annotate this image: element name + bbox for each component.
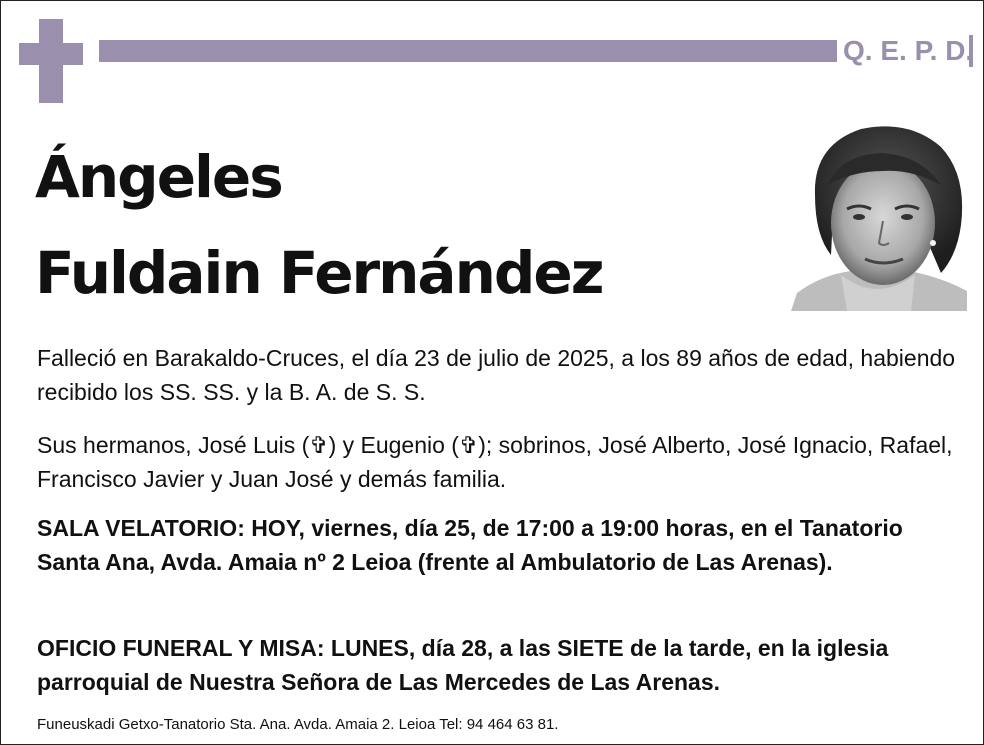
portrait-image <box>791 125 967 311</box>
qepd-label: Q. E. P. D. <box>843 35 974 66</box>
death-paragraph: Falleció en Barakaldo-Cruces, el día 23 de julio de 2025, a los 89 años de edad, habiendo recibido los SS. SS. y la B. A. de S. S. <box>37 345 956 405</box>
wake-paragraph: SALA VELATORIO: HOY, viernes, día 25, de 17:00 a 19:00 horas, en el Tanatorio Santa Ana, Avda. Amaia nº 2 Leioa (frente al Ambulatorio de Las Arenas). <box>37 515 903 575</box>
deceased-first-name: Ángeles <box>35 143 282 211</box>
deceased-surnames: Fuldain Fernández <box>35 239 603 307</box>
family-paragraph: Sus hermanos, José Luis (✞) y Eugenio (✞); sobrinos, José Alberto, José Ignacio, Rafael, Francisco Javier y Juan José y demás familia. <box>37 432 953 492</box>
funeral-paragraph: OFICIO FUNERAL Y MISA: LUNES, día 28, a las SIETE de la tarde, en la iglesia parroquial de Nuestra Señora de Las Mercedes de Las Arenas. <box>37 635 889 695</box>
cross-icon-horizontal <box>19 43 83 65</box>
funeral-home-footer: Funeuskadi Getxo-Tanatorio Sta. Ana. Avda. Amaia 2. Leioa Tel: 94 464 63 81. <box>37 716 559 733</box>
header-rule <box>99 40 837 62</box>
deceased-photo <box>791 125 967 311</box>
